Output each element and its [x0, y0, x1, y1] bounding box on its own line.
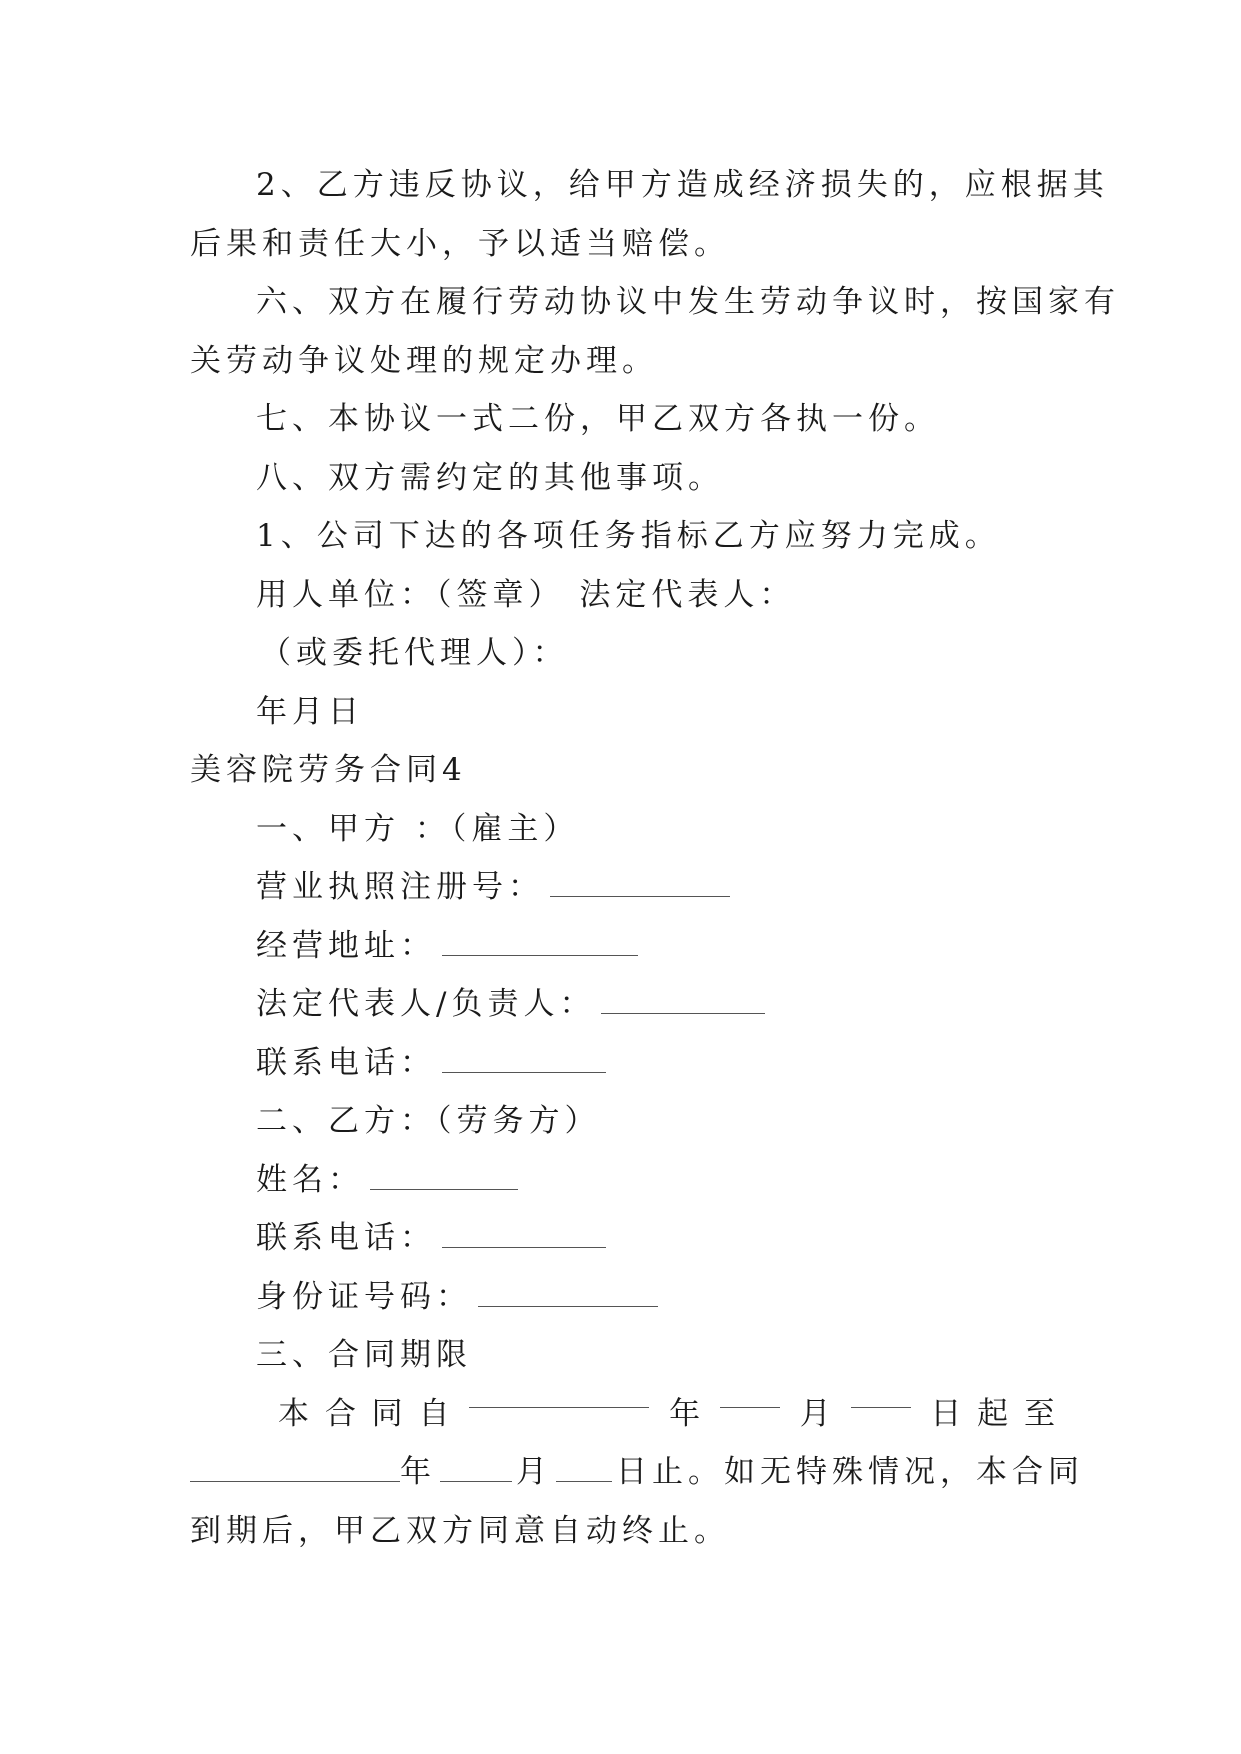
- document-page: [190, 156, 1120, 1560]
- blank-field: [442, 1225, 606, 1248]
- agent-line: （或委托代理人）：: [260, 635, 569, 671]
- blank-field: [851, 1385, 911, 1408]
- paragraph-line: 到期后，甲乙双方同意自动终止。: [190, 1512, 730, 1549]
- term-word: 至: [1023, 1395, 1055, 1432]
- blank-field: [550, 874, 730, 897]
- field-label: 联系电话：: [256, 1220, 436, 1256]
- blank-field: [370, 1167, 518, 1190]
- blank-field: [442, 1050, 606, 1073]
- blank-field: [190, 1459, 400, 1482]
- field-row: [190, 858, 1055, 917]
- term-line: [190, 1385, 1055, 1444]
- blank-field: [478, 1284, 658, 1307]
- section-title: 美容院劳务合同4: [190, 752, 467, 788]
- party-a-heading: 一、甲方 ：（雇主）: [256, 810, 580, 847]
- field-row: [190, 1268, 1055, 1327]
- field-row: [190, 1151, 1055, 1210]
- field-label: 法定代表人/负责人：: [256, 986, 596, 1022]
- term-line: [190, 1443, 1084, 1502]
- field-label: 联系电话：: [256, 1044, 436, 1081]
- paragraph-line: 八、双方需约定的其他事项。: [256, 459, 724, 496]
- term-word: 年: [669, 1395, 701, 1432]
- field-row: [190, 1209, 1055, 1268]
- term-word: 本: [278, 1395, 309, 1432]
- term-word: 月: [516, 1454, 552, 1490]
- field-label: 姓名：: [256, 1161, 364, 1198]
- blank-field: [556, 1459, 612, 1482]
- field-row: [190, 917, 1055, 976]
- date-line: 年月日: [256, 693, 364, 730]
- paragraph-line: 六、双方在履行劳动协议中发生劳动争议时，按国家有: [256, 284, 1120, 320]
- blank-field: [442, 933, 638, 956]
- field-label: 经营地址：: [256, 927, 436, 964]
- blank-field: [440, 1459, 512, 1482]
- paragraph-line: 关劳动争议处理的规定办理。: [190, 342, 658, 379]
- term-word: 同: [371, 1395, 403, 1432]
- paragraph-line: 七、本协议一式二份，甲乙双方各执一份。: [256, 401, 940, 437]
- term-word: 起: [977, 1395, 1009, 1432]
- paragraph-line: 后果和责任大小，予以适当赔偿。: [190, 225, 730, 262]
- party-b-heading: 二、乙方：（劳务方）: [256, 1103, 601, 1139]
- blank-field: [469, 1385, 649, 1408]
- term-text: 日止。如无特殊情况，本合同: [616, 1454, 1084, 1490]
- blank-field: [601, 991, 765, 1014]
- term-word: 自: [418, 1395, 450, 1432]
- paragraph-line: 2、乙方违反协议，给甲方造成经济损失的，应根据其: [256, 167, 1109, 203]
- term-word: 合: [324, 1395, 356, 1432]
- term-heading: 三、合同期限: [256, 1337, 472, 1373]
- field-label: 身份证号码：: [256, 1278, 472, 1315]
- field-label: 营业执照注册号：: [256, 869, 544, 905]
- field-row: [190, 975, 1055, 1034]
- term-word: 日: [930, 1395, 962, 1432]
- signature-line: 用人单位：（签章） 法定代表人：: [256, 576, 796, 613]
- paragraph-line: 1、公司下达的各项任务指标乙方应努力完成。: [256, 518, 1001, 554]
- blank-field: [720, 1385, 780, 1408]
- term-word: 年: [400, 1454, 436, 1490]
- field-row: [190, 1034, 1055, 1093]
- term-word: 月: [799, 1395, 831, 1432]
